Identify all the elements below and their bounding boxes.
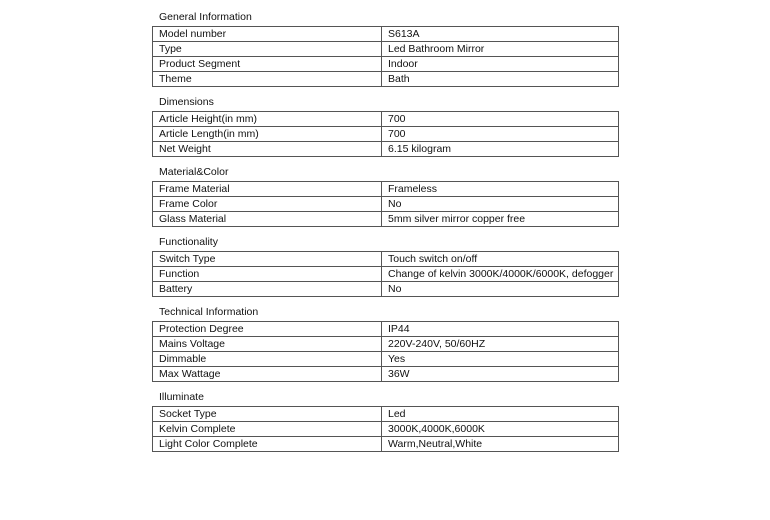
row-label: Mains Voltage [153,337,382,352]
table-row [153,267,619,282]
table-row [153,337,619,352]
section-illuminate [152,391,622,452]
table-row [153,282,619,297]
row-label: Theme [153,72,382,87]
row-value: S613A [382,27,619,42]
row-value: 700 [382,112,619,127]
table-row [153,57,619,72]
spec-table [152,111,619,157]
section-technical-information [152,306,622,382]
row-label: Max Wattage [153,367,382,382]
row-value: 36W [382,367,619,382]
row-label: Article Height(in mm) [153,112,382,127]
spec-table [152,181,619,227]
row-label: Article Length(in mm) [153,127,382,142]
row-value: IP44 [382,322,619,337]
table-row [153,367,619,382]
section-dimensions [152,96,622,157]
section-title: Functionality [159,236,218,248]
row-value: Change of kelvin 3000K/4000K/6000K, defogger [382,267,619,282]
row-label: Model number [153,27,382,42]
section-title: Illuminate [159,391,204,403]
section-title: Dimensions [159,96,214,108]
table-row [153,27,619,42]
row-label: Switch Type [153,252,382,267]
row-value: No [382,282,619,297]
table-row [153,142,619,157]
table-row [153,72,619,87]
row-value: Yes [382,352,619,367]
section-title: Material&Color [159,166,229,178]
table-row [153,197,619,212]
row-label: Frame Material [153,182,382,197]
section-title: General Information [159,11,252,23]
row-value: 6.15 kilogram [382,142,619,157]
spec-table [152,26,619,87]
spec-table [152,321,619,382]
table-row [153,422,619,437]
table-row [153,407,619,422]
table-row [153,182,619,197]
row-label: Battery [153,282,382,297]
row-label: Glass Material [153,212,382,227]
row-value: Indoor [382,57,619,72]
spec-table [152,406,619,452]
row-label: Kelvin Complete [153,422,382,437]
row-value: 700 [382,127,619,142]
table-row [153,322,619,337]
spec-table [152,251,619,297]
row-value: Warm,Neutral,White [382,437,619,452]
row-value: Touch switch on/off [382,252,619,267]
section-functionality [152,236,622,297]
row-value: No [382,197,619,212]
table-row [153,112,619,127]
section-material-color [152,166,622,227]
row-label: Light Color Complete [153,437,382,452]
row-label: Protection Degree [153,322,382,337]
row-label: Product Segment [153,57,382,72]
table-row [153,437,619,452]
table-row [153,127,619,142]
row-label: Type [153,42,382,57]
row-value: 5mm silver mirror copper free [382,212,619,227]
row-value: 3000K,4000K,6000K [382,422,619,437]
row-label: Net Weight [153,142,382,157]
section-general-information [152,11,622,87]
row-value: Frameless [382,182,619,197]
section-title: Technical Information [159,306,259,318]
row-value: Led Bathroom Mirror [382,42,619,57]
spec-sheet [152,11,622,452]
table-row [153,212,619,227]
row-label: Function [153,267,382,282]
row-label: Socket Type [153,407,382,422]
row-label: Frame Color [153,197,382,212]
row-label: Dimmable [153,352,382,367]
table-row [153,352,619,367]
row-value: 220V-240V, 50/60HZ [382,337,619,352]
table-row [153,252,619,267]
row-value: Bath [382,72,619,87]
row-value: Led [382,407,619,422]
table-row [153,42,619,57]
